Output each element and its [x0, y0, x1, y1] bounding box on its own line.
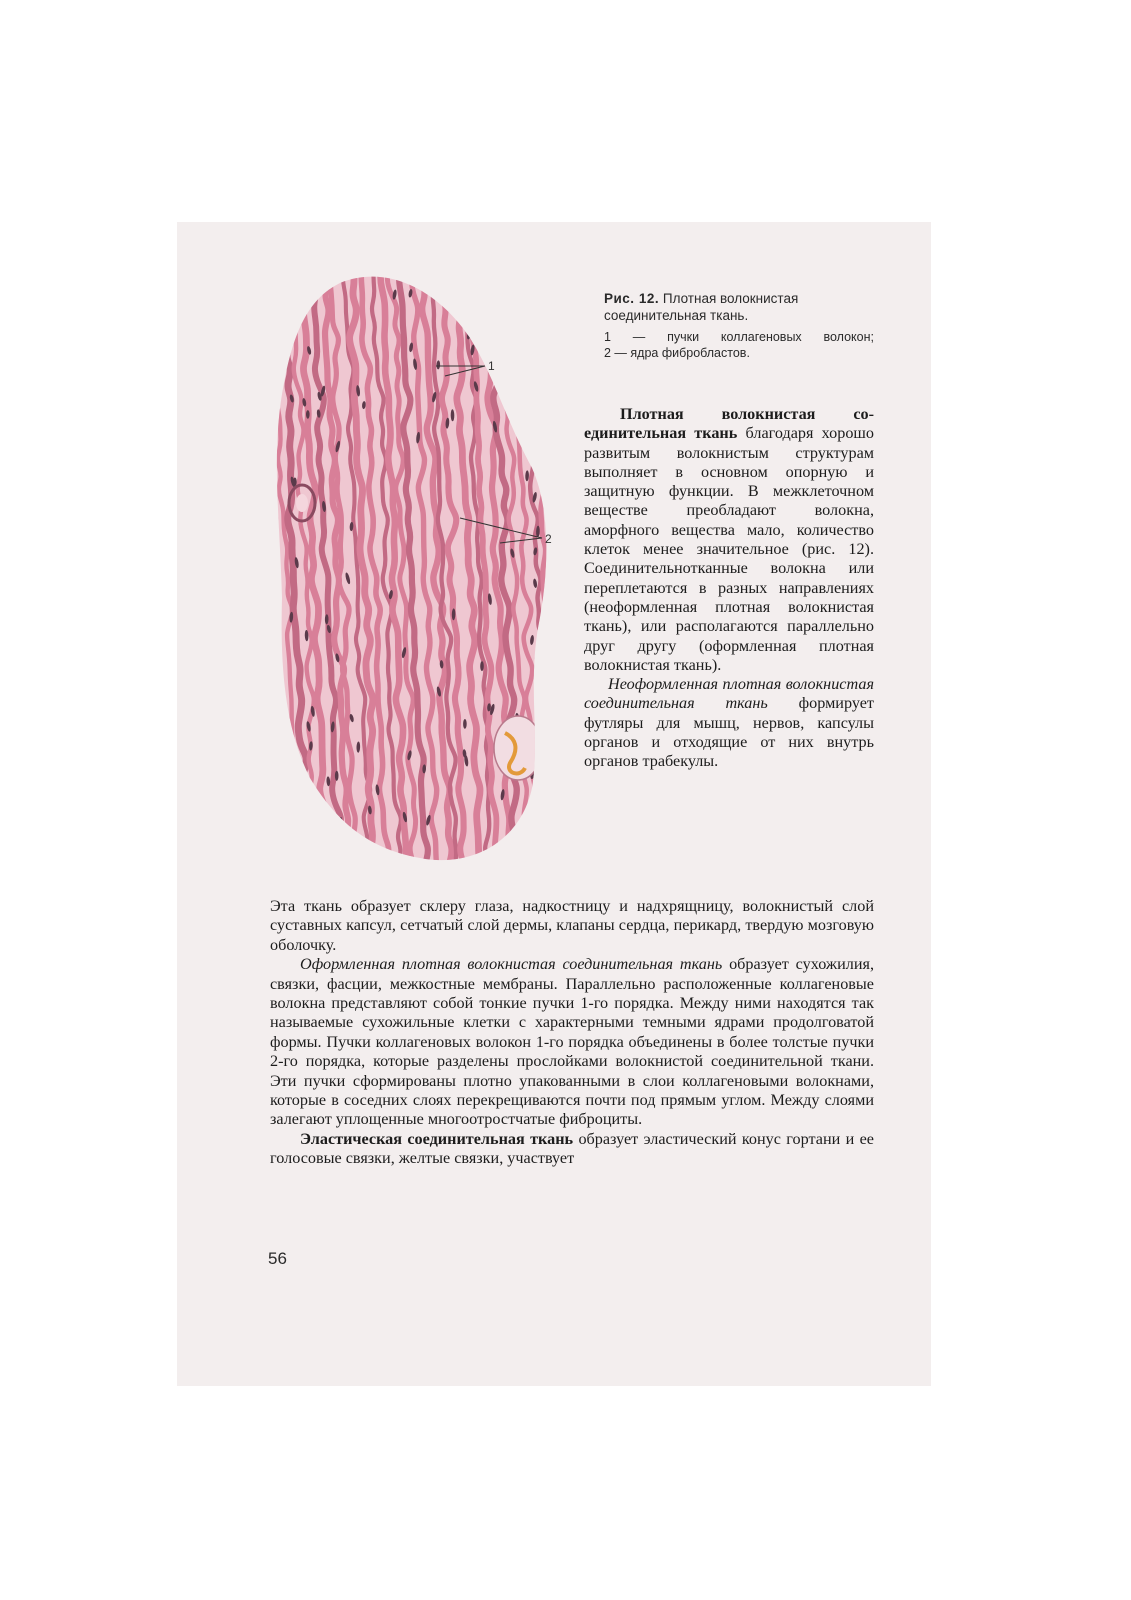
- page-number: 56: [268, 1249, 287, 1268]
- paragraph-elastic-tissue: [270, 1130, 874, 1169]
- paragraph-text: формирует футляры для мышц, нервов, капсулы органов и отходящие от них внутрь органов трабекулы.: [584, 694, 874, 771]
- fibroblast-nucleus: [528, 343, 534, 354]
- label-2: 2: [545, 532, 552, 546]
- fibroblast-nucleus: [514, 394, 519, 406]
- fibroblast-nucleus: [509, 309, 514, 320]
- caption-legend: [604, 329, 874, 361]
- collagen-fiber: [563, 268, 570, 898]
- fibroblast-nucleus: [500, 301, 505, 310]
- paragraph-dense-tissue: [584, 405, 874, 675]
- fibroblast-nucleus: [508, 357, 513, 366]
- term-elastic: Эластическая соединительная ткань: [300, 1129, 574, 1148]
- caption-title: [604, 290, 874, 324]
- main-body-text: [270, 897, 874, 1169]
- caption-figure-number: Рис. 12.: [604, 291, 660, 306]
- label-1: 1: [488, 359, 495, 373]
- tissue-drawing: [270, 268, 570, 898]
- collagen-fiber: [542, 268, 570, 898]
- histology-illustration: [270, 268, 570, 898]
- term-regular: Оформленная плотная волокнистая соединительная ткань: [300, 955, 723, 974]
- legend-item-2: 2 — ядра фибробластов.: [604, 346, 750, 360]
- legend-item-1: 1 — пучки коллагеновых волокон;: [604, 330, 874, 344]
- paragraph-irregular-tissue: [584, 675, 874, 771]
- fibroblast-nucleus: [293, 757, 298, 767]
- term-irregular: Неоформленная плотная волокнистая соединительная ткань: [584, 675, 874, 713]
- paragraph-continuation: Эта ткань образует склеру глаза, надкостницу и надхрящницу, волокнистый слой суставных капсул, сетчатый слой дермы, клапаны сердца, перикард, твердую мозговую оболочку.: [270, 897, 874, 954]
- side-column-text: [584, 405, 874, 772]
- term-dense-fibrous: Плотная волокнистая соединительная ткань: [584, 405, 874, 443]
- paragraph-text: образует сухожилия, связки, фасции, межкостные мембраны. Параллельно расположенные коллагеновые волокна представляют собой тонкие пучки 1-го порядка. Между ними находятся так называемые сухожильные клетки с характерными темными ядрами продолговатой формы. Пучки коллагеновых волокон 1-го порядка объединены в более толстые пучки 2-го порядка, которые разделены прослойками волокнистой соединительной ткани. Эти пучки сформированы плотно упакованными в слои коллагеновыми волокнами, которые в соседних слоях перекрещиваются почти под прямым углом. Между слоями залегают уплощенные многоотростчатые фиброциты.: [270, 955, 874, 1129]
- figure-caption: [604, 290, 874, 361]
- collagen-fiber: [270, 268, 284, 898]
- paragraph-text: благодаря хорошо развитым волокнистым структурам выполняет в основном опорную и защитную функции. В межклеточном веществе преобладают волокна, аморфного вещества мало, количество клеток менее значительное (рис. 12). Соединительнотканные волокна или переплетаются в разных направлениях (неоформленная плотная волокнистая ткань), или располагаются параллельно друг другу (оформленная плотная волокнистая ткань).: [584, 424, 874, 674]
- fibroblast-nucleus: [454, 285, 458, 295]
- fibroblast-nucleus: [535, 707, 540, 719]
- paragraph-text: образует эластический конус гортани и ее голосовые связки, желтые связки, участвует: [270, 1129, 874, 1168]
- paragraph-regular-tissue: [270, 955, 874, 1130]
- caption-title-text: Плотная волокнистая соединительная ткань.: [604, 291, 799, 323]
- collagen-fiber: [552, 268, 570, 898]
- fibroblast-nucleus: [530, 372, 535, 383]
- fibroblast-nucleus: [486, 291, 490, 302]
- fibroblast-nucleus: [531, 446, 536, 455]
- fibroblast-nucleus: [334, 832, 339, 842]
